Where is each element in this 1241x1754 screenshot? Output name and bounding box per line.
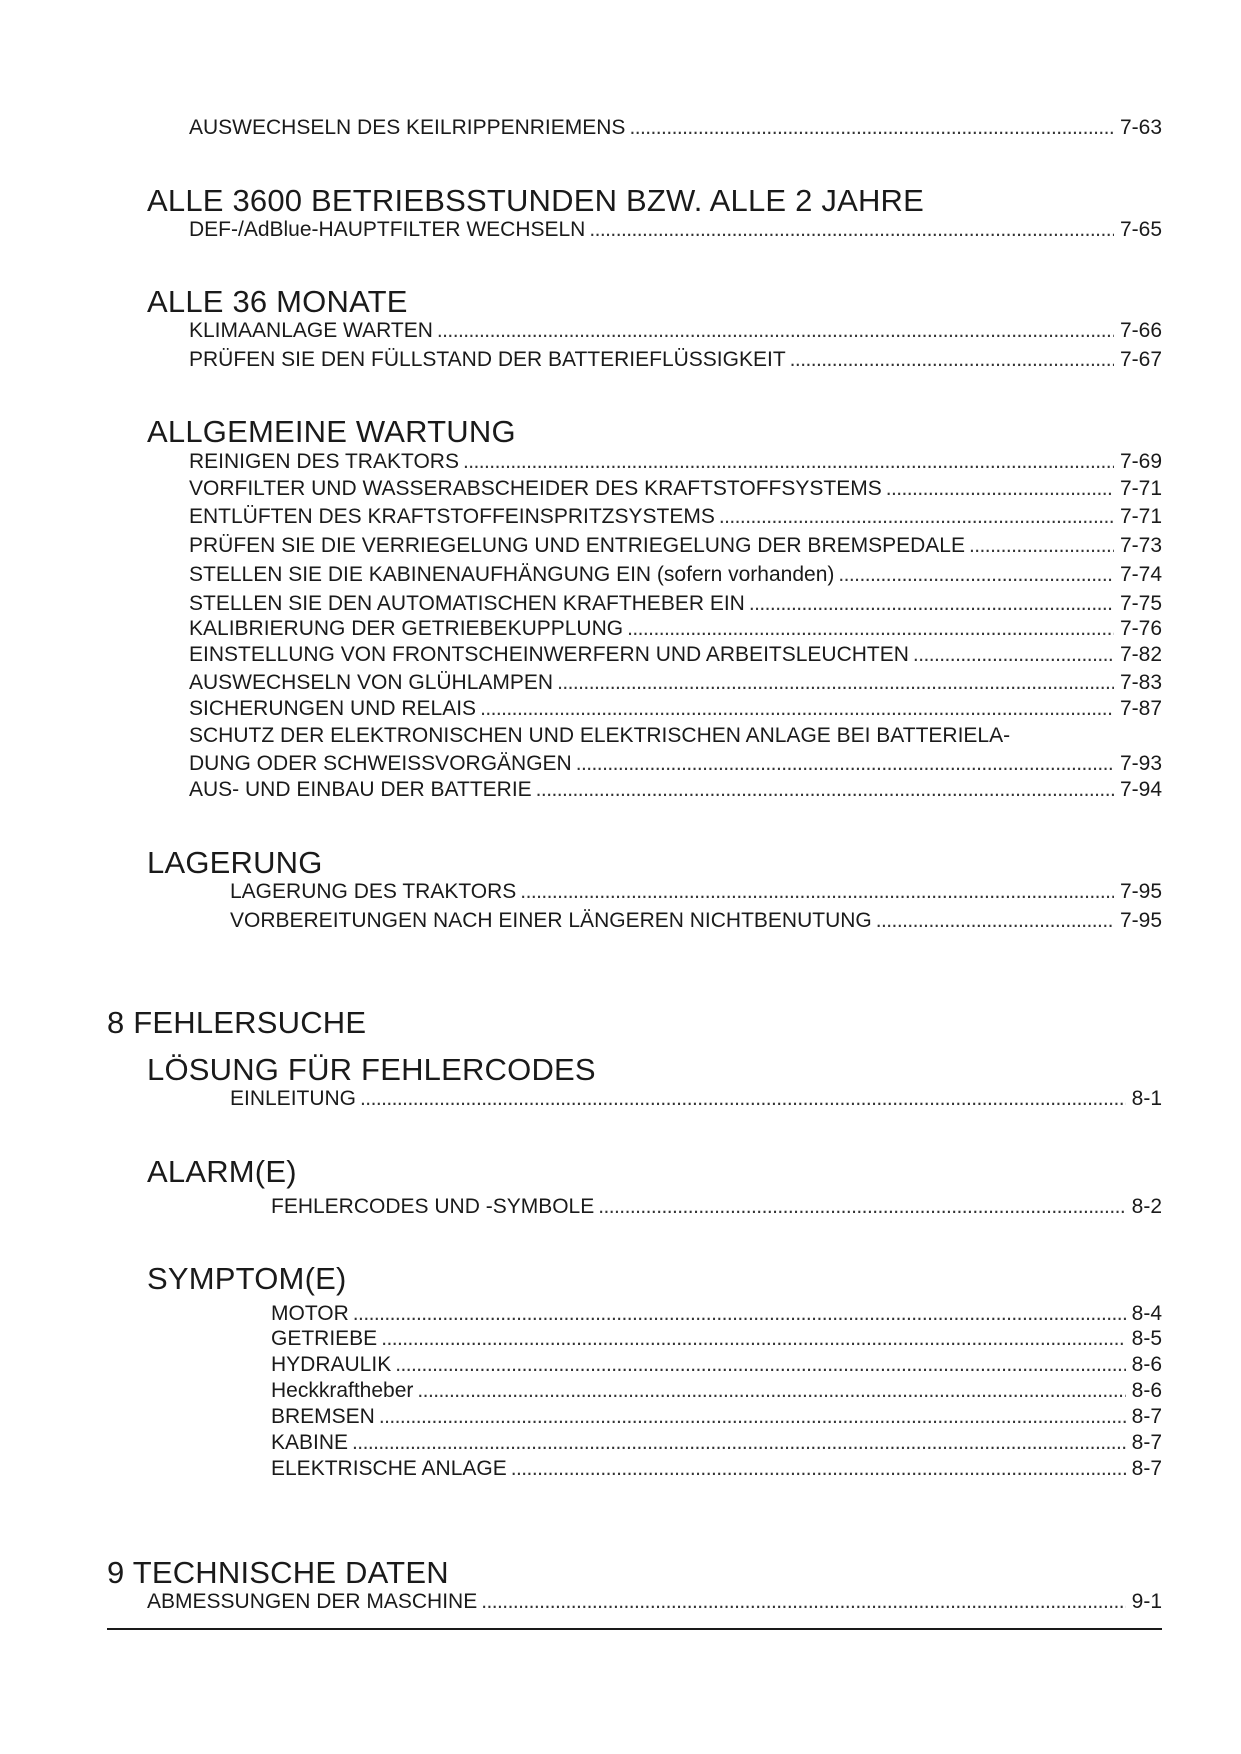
dot-leader — [969, 534, 1114, 558]
toc-entry-page: 7-71 — [1119, 505, 1162, 528]
dot-leader — [511, 1457, 1126, 1481]
toc-entry[interactable] — [189, 348, 1162, 372]
dot-leader — [589, 218, 1114, 242]
dot-leader — [838, 563, 1114, 587]
toc-entry-page: 7-73 — [1119, 534, 1162, 557]
toc-entry-page: 8-7 — [1131, 1431, 1162, 1454]
toc-entry[interactable] — [271, 1431, 1162, 1455]
dot-leader — [481, 1590, 1125, 1614]
toc-entry-page: 7-71 — [1119, 477, 1162, 500]
toc-entry[interactable] — [230, 909, 1162, 933]
dot-leader — [360, 1087, 1126, 1111]
dot-leader — [395, 1353, 1125, 1377]
toc-entry-title: DUNG ODER SCHWEISSVORGÄNGEN — [189, 752, 572, 775]
dot-leader — [913, 643, 1114, 667]
toc-entry-title: ELEKTRISCHE ANLAGE — [271, 1457, 507, 1480]
toc-entry[interactable] — [189, 671, 1162, 695]
section-heading: ALLE 3600 BETRIEBSSTUNDEN BZW. ALLE 2 JAHRE — [147, 183, 925, 218]
toc-entry-page: 7-74 — [1119, 563, 1162, 586]
dot-leader — [520, 880, 1114, 904]
toc-entry-title: GETRIEBE — [271, 1327, 378, 1350]
toc-entry-title: ABMESSUNGEN DER MASCHINE — [147, 1590, 478, 1613]
toc-entry-title: REINIGEN DES TRAKTORS — [189, 450, 459, 473]
toc-entry[interactable] — [189, 116, 1162, 140]
toc-entry-title: LAGERUNG DES TRAKTORS — [230, 880, 517, 903]
toc-entry-title: PRÜFEN SIE DIE VERRIEGELUNG UND ENTRIEGELUNG DER BREMSPEDALE — [189, 534, 965, 557]
dot-leader — [480, 697, 1114, 721]
toc-entry[interactable] — [189, 697, 1162, 721]
toc-entry[interactable] — [189, 477, 1162, 501]
toc-entry-page: 8-4 — [1131, 1302, 1162, 1325]
dot-leader — [749, 592, 1114, 616]
toc-entry[interactable] — [189, 563, 1162, 587]
toc-entry-page: 9-1 — [1131, 1590, 1162, 1613]
toc-entry-page: 7-65 — [1119, 218, 1162, 241]
toc-entry-title: EINLEITUNG — [230, 1087, 357, 1110]
toc-entry-title: KABINE — [271, 1431, 349, 1454]
dot-leader — [627, 617, 1114, 641]
dot-leader — [629, 116, 1114, 140]
toc-entry-title: DEF-/AdBlue-HAUPTFILTER WECHSELN — [189, 218, 586, 241]
dot-leader — [352, 1431, 1126, 1455]
dot-leader — [790, 348, 1114, 372]
section-heading: LÖSUNG FÜR FEHLERCODES — [147, 1052, 596, 1087]
toc-entry-page: 7-67 — [1119, 348, 1162, 371]
toc-entry-page: 7-94 — [1119, 778, 1162, 801]
toc-entry-title: SICHERUNGEN UND RELAIS — [189, 697, 477, 720]
dot-leader — [463, 450, 1114, 474]
toc-entry-title: VORFILTER UND WASSERABSCHEIDER DES KRAFTSTOFFSYSTEMS — [189, 477, 882, 500]
toc-entry-page: 7-93 — [1119, 752, 1162, 775]
toc-entry-page: 8-7 — [1131, 1405, 1162, 1428]
toc-entry-title: HYDRAULIK — [271, 1353, 392, 1376]
toc-entry-title: KLIMAANLAGE WARTEN — [189, 319, 433, 342]
dot-leader — [437, 319, 1114, 343]
toc-entry[interactable] — [189, 319, 1162, 343]
toc-entry-title: STELLEN SIE DEN AUTOMATISCHEN KRAFTHEBER EIN — [189, 592, 745, 615]
dot-leader — [876, 909, 1114, 933]
toc-entry[interactable] — [271, 1302, 1162, 1326]
chapter-heading: 8 FEHLERSUCHE — [107, 1005, 367, 1040]
dot-leader — [536, 778, 1114, 802]
toc-entry-title: SCHUTZ DER ELEKTRONISCHEN UND ELEKTRISCHEN ANLAGE BEI BATTERIELA- — [189, 724, 1011, 747]
toc-entry-page: 8-1 — [1131, 1087, 1162, 1110]
toc-entry-title: PRÜFEN SIE DEN FÜLLSTAND DER BATTERIEFLÜSSIGKEIT — [189, 348, 786, 371]
chapter-heading: 9 TECHNISCHE DATEN — [107, 1555, 449, 1590]
toc-entry-page: 7-83 — [1119, 671, 1162, 694]
section-heading: LAGERUNG — [147, 845, 323, 880]
section-heading: ALLE 36 MONATE — [147, 284, 408, 319]
section-heading: ALLGEMEINE WARTUNG — [147, 414, 516, 449]
toc-entry-title: AUS- UND EINBAU DER BATTERIE — [189, 778, 532, 801]
toc-entry-page: 8-6 — [1131, 1379, 1162, 1402]
dot-leader — [598, 1195, 1125, 1219]
toc-entry-title: Heckkraftheber — [271, 1379, 414, 1402]
dot-leader — [719, 505, 1114, 529]
toc-entry-page: 7-87 — [1119, 697, 1162, 720]
toc-entry[interactable] — [271, 1405, 1162, 1429]
dot-leader — [576, 752, 1114, 776]
toc-entry-page: 7-75 — [1119, 592, 1162, 615]
toc-entry-page: 7-66 — [1119, 319, 1162, 342]
toc-entry-page: 7-76 — [1119, 617, 1162, 640]
toc-entry-page: 8-6 — [1131, 1353, 1162, 1376]
footer-rule — [107, 1628, 1162, 1630]
toc-entry[interactable] — [189, 534, 1162, 558]
dot-leader — [379, 1405, 1126, 1429]
section-heading: ALARM(E) — [147, 1154, 297, 1189]
toc-entry-title: VORBEREITUNGEN NACH EINER LÄNGEREN NICHTBENUTUNG — [230, 909, 872, 932]
toc-entry-continued[interactable] — [189, 724, 1162, 748]
section-heading: SYMPTOM(E) — [147, 1261, 347, 1296]
toc-entry[interactable] — [189, 592, 1162, 616]
toc-entry-page: 7-95 — [1119, 909, 1162, 932]
toc-entry-page: 7-63 — [1119, 116, 1162, 139]
toc-entry-title: MOTOR — [271, 1302, 349, 1325]
toc-entry-page: 7-95 — [1119, 880, 1162, 903]
toc-entry-page: 7-69 — [1119, 450, 1162, 473]
toc-entry-page: 7-82 — [1119, 643, 1162, 666]
dot-leader — [417, 1379, 1125, 1403]
toc-entry-title: STELLEN SIE DIE KABINENAUFHÄNGUNG EIN (sofern vorhanden) — [189, 563, 835, 586]
toc-entry-page: 8-2 — [1131, 1195, 1162, 1218]
toc-entry[interactable] — [189, 218, 1162, 242]
dot-leader — [557, 671, 1114, 695]
toc-entry[interactable] — [189, 643, 1162, 667]
toc-entry[interactable] — [189, 617, 1162, 641]
toc-entry[interactable] — [271, 1379, 1162, 1403]
dot-leader — [886, 477, 1114, 501]
toc-entry[interactable] — [147, 1590, 1162, 1614]
toc-entry-page: 8-7 — [1131, 1457, 1162, 1480]
toc-entry-title: ENTLÜFTEN DES KRAFTSTOFFEINSPRITZSYSTEMS — [189, 505, 715, 528]
toc-entry-title: AUSWECHSELN DES KEILRIPPENRIEMENS — [189, 116, 626, 139]
toc-entry[interactable] — [271, 1457, 1162, 1481]
toc-entry[interactable] — [230, 880, 1162, 904]
toc-entry-title: KALIBRIERUNG DER GETRIEBEKUPPLUNG — [189, 617, 624, 640]
toc-entry[interactable] — [189, 752, 1162, 776]
toc-entry-title: AUSWECHSELN VON GLÜHLAMPEN — [189, 671, 554, 694]
dot-leader — [381, 1327, 1125, 1351]
toc-entry-page: 8-5 — [1131, 1327, 1162, 1350]
toc-entry[interactable] — [189, 450, 1162, 474]
toc-entry-title: BREMSEN — [271, 1405, 375, 1428]
toc-entry[interactable] — [271, 1353, 1162, 1377]
toc-entry[interactable] — [189, 778, 1162, 802]
toc-entry[interactable] — [271, 1195, 1162, 1219]
toc-entry[interactable] — [230, 1087, 1162, 1111]
toc-entry-title: FEHLERCODES UND -SYMBOLE — [271, 1195, 595, 1218]
toc-entry[interactable] — [271, 1327, 1162, 1351]
toc-entry-title: EINSTELLUNG VON FRONTSCHEINWERFERN UND ARBEITSLEUCHTEN — [189, 643, 909, 666]
toc-entry[interactable] — [189, 505, 1162, 529]
dot-leader — [353, 1302, 1126, 1326]
